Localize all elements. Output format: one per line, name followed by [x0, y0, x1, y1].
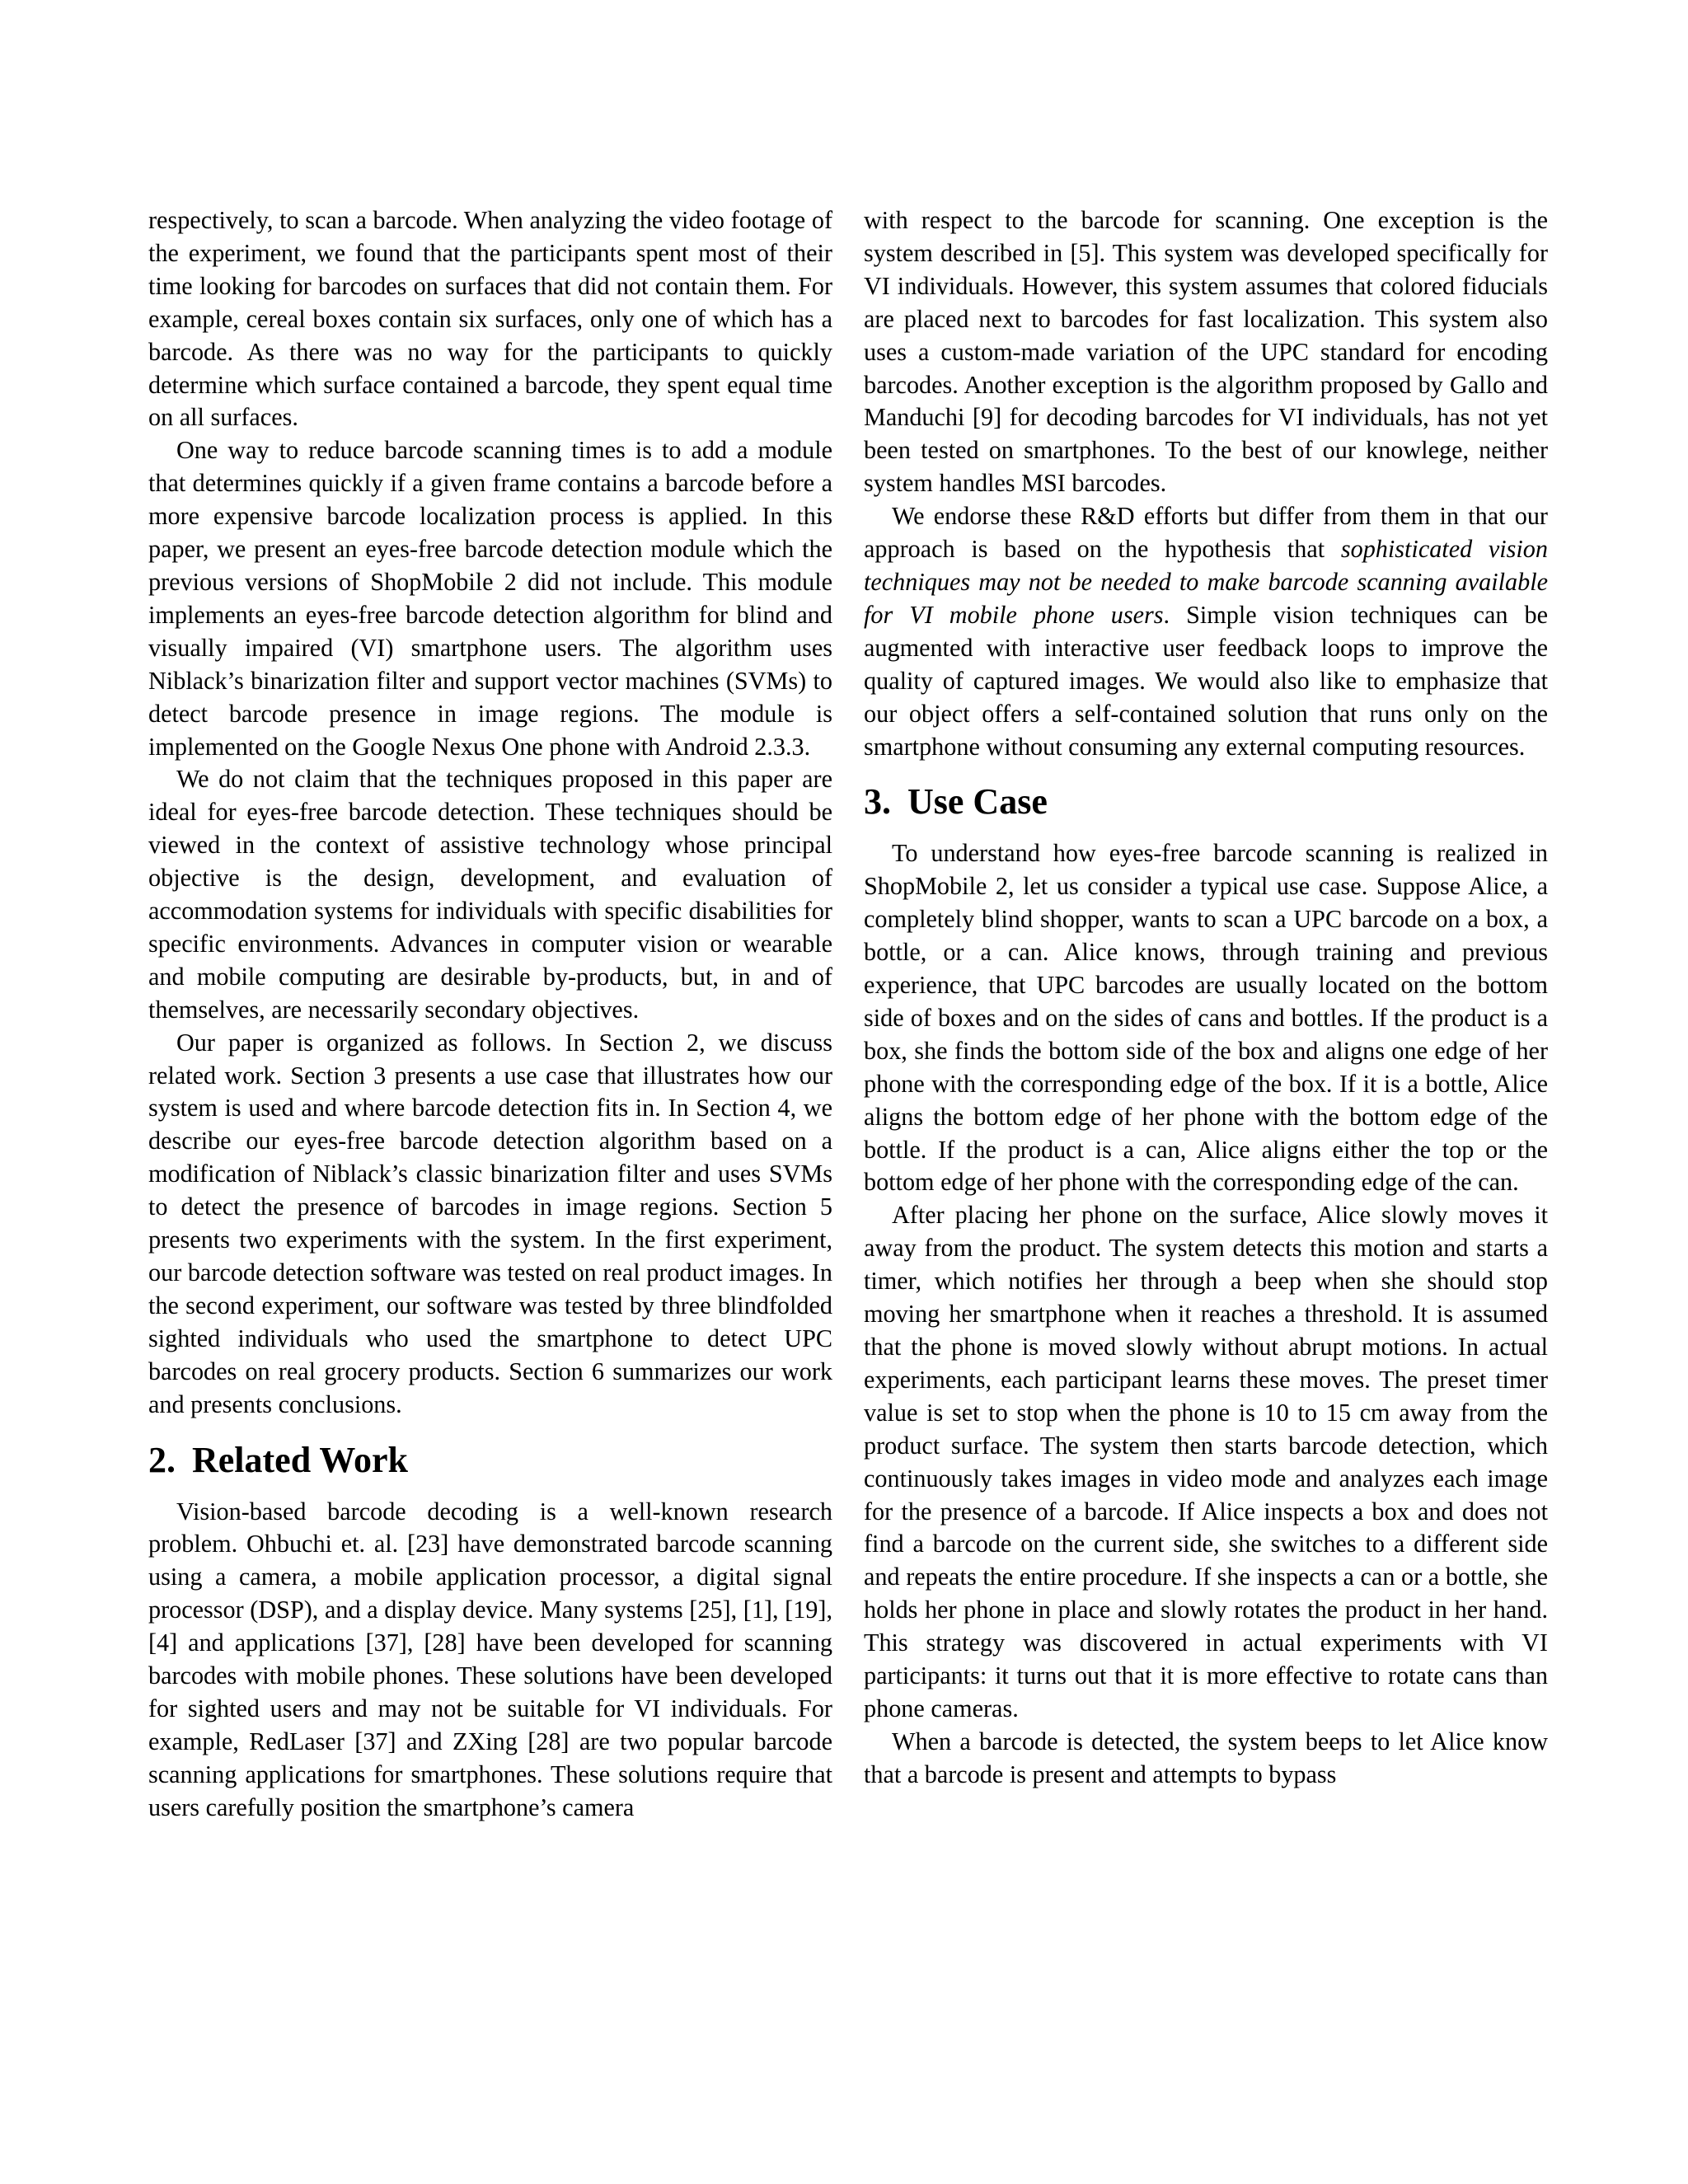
section-heading-use-case [864, 781, 1548, 823]
endorse-text-after: . Simple vision techniques can be augmented with interactive user feedback loops to improve the quality of captured images. We would also like to emphasize that our object offers a self-contained solution that runs only on the smartphone without consuming any external computing resources. [864, 600, 1548, 761]
paragraph-use-case-alice: To understand how eyes-free barcode scanning is realized in ShopMobile 2, let us consider a typical use case. Suppose Alice, a completely blind shopper, wants to scan a UPC barcode on a box, a bottle, or a can. Alice knows, through training and previous experience, that UPC barcodes are usually located on the bottom side of boxes and on the sides of cans and bottles. If the product is a box, she finds the bottom side of the box and aligns one edge of her phone with the corresponding edge of the box. If it is a bottle, Alice aligns the bottom edge of her phone with the bottom edge of the bottle. If the product is a can, Alice aligns either the top or the bottom edge of her phone with the corresponding edge of the can. [864, 839, 1548, 1197]
paragraph-paper-organization: Our paper is organized as follows. In Section 2, we discuss related work. Section 3 presents a use case that illustrates how our system is used and where barcode detection fits in. In Section 4, we describe our eyes-free barcode detection algorithm based on a modification of Niblack’s classic binarization filter and uses SVMs to detect the presence of barcodes in image regions. Section 5 presents two experiments with the system. In the first experiment, our barcode detection software was tested on real product images. In the second experiment, our software was tested by three blindfolded sighted individuals who used the smartphone to detect UPC barcodes on real grocery products. Section 6 summarizes our work and presents conclusions. [148, 1028, 832, 1418]
section-heading-related-work [148, 1440, 832, 1481]
endorse-text-before: We endorse these R&D efforts but differ from them in that our approach is based on the hypothesis that [864, 502, 1548, 564]
section-title: Use Case [907, 781, 1048, 823]
paragraph-intro-continued: respectively, to scan a barcode. When analyzing the video footage of the experiment, we found that the participants spent most of their time looking for barcodes on surfaces that did not contain them. For example, cereal boxes contain six surfaces, only one of which has a barcode. As there was no way for the participants to quickly determine which surface contained a barcode, they spent equal time on all surfaces. [148, 206, 832, 432]
endorse-hypothesis-emphasis: sophisticated vision techniques may not be needed to make barcode scanning available for VI mobile phone users [864, 535, 1548, 629]
section-number: 2. [148, 1439, 176, 1480]
paragraph-related-work-continued: with respect to the barcode for scanning. One exception is the system described in [5]. This system was developed specifically for VI individuals. However, this system assumes that colored fiducials are placed next to barcodes for fast localization. This system also uses a custom-made variation of the UPC standard for encoding barcodes. Another exception is the algorithm proposed by Gallo and Manduchi [9] for decoding barcodes for VI individuals, has not yet been tested on smartphones. To the best of our knowlege, neither system handles MSI barcodes. [864, 206, 1548, 498]
left-column [148, 204, 832, 1825]
paragraph-detection-module: One way to reduce barcode scanning times is to add a module that determines quickly if a given frame contains a barcode before a more expensive barcode localization process is applied. In this paper, we present an eyes-free barcode detection module which the previous versions of ShopMobile 2 did not include. This module implements an eyes-free barcode detection algorithm for blind and visually impaired (VI) smartphone users. The algorithm uses Niblack’s binarization filter and support vector machines (SVMs) to detect barcode presence in image regions. The module is implemented on the Google Nexus One phone with Android 2.3.3. [148, 436, 832, 761]
section-number: 3. [864, 781, 891, 823]
paragraph-endorse-efforts [864, 500, 1548, 763]
section-title: Related Work [192, 1439, 408, 1480]
paragraph-use-case-detected: When a barcode is detected, the system beeps to let Alice know that a barcode is present and attempts to bypass [864, 1727, 1548, 1788]
right-column [864, 204, 1548, 1792]
paragraph-related-work: Vision-based barcode decoding is a well-known research problem. Ohbuchi et. al. [23] have demonstrated barcode scanning using a camera, a mobile application processor, a digital signal processor (DSP), and a display device. Many systems [25], [1], [19], [4] and applications [37], [28] have been developed for scanning barcodes with mobile phones. These solutions have been developed for sighted users and may not be suitable for VI individuals. For example, RedLaser [37] and ZXing [28] are two popular barcode scanning applications for smartphones. These solutions require that users carefully position the smartphone’s camera [148, 1497, 832, 1821]
paragraph-assistive-technology: We do not claim that the techniques proposed in this paper are ideal for eyes-free barcode detection. These techniques should be viewed in the context of assistive technology whose principal objective is the design, development, and evaluation of accommodation systems for individuals with specific disabilities for specific environments. Advances in computer vision or wearable and mobile computing are desirable by-products, but, in and of themselves, are necessarily secondary objectives. [148, 765, 832, 1024]
paragraph-use-case-motion: After placing her phone on the surface, Alice slowly moves it away from the product. The system detects this motion and starts a timer, which notifies her through a beep when she should stop moving her smartphone when it reaches a threshold. It is assumed that the phone is moved slowly without abrupt motions. In actual experiments, each participant learns these moves. The preset timer value is set to stop when the phone is 10 to 15 cm away from the product surface. The system then starts barcode detection, which continuously takes images in video mode and analyzes each image for the presence of a barcode. If Alice inspects a box and does not find a barcode on the current side, she switches to a different side and repeats the entire procedure. If she inspects a can or a bottle, she holds her phone in place and slowly rotates the product in her hand. This strategy was discovered in actual experiments with VI participants: it turns out that it is more effective to rotate cans than phone cameras. [864, 1201, 1548, 1722]
